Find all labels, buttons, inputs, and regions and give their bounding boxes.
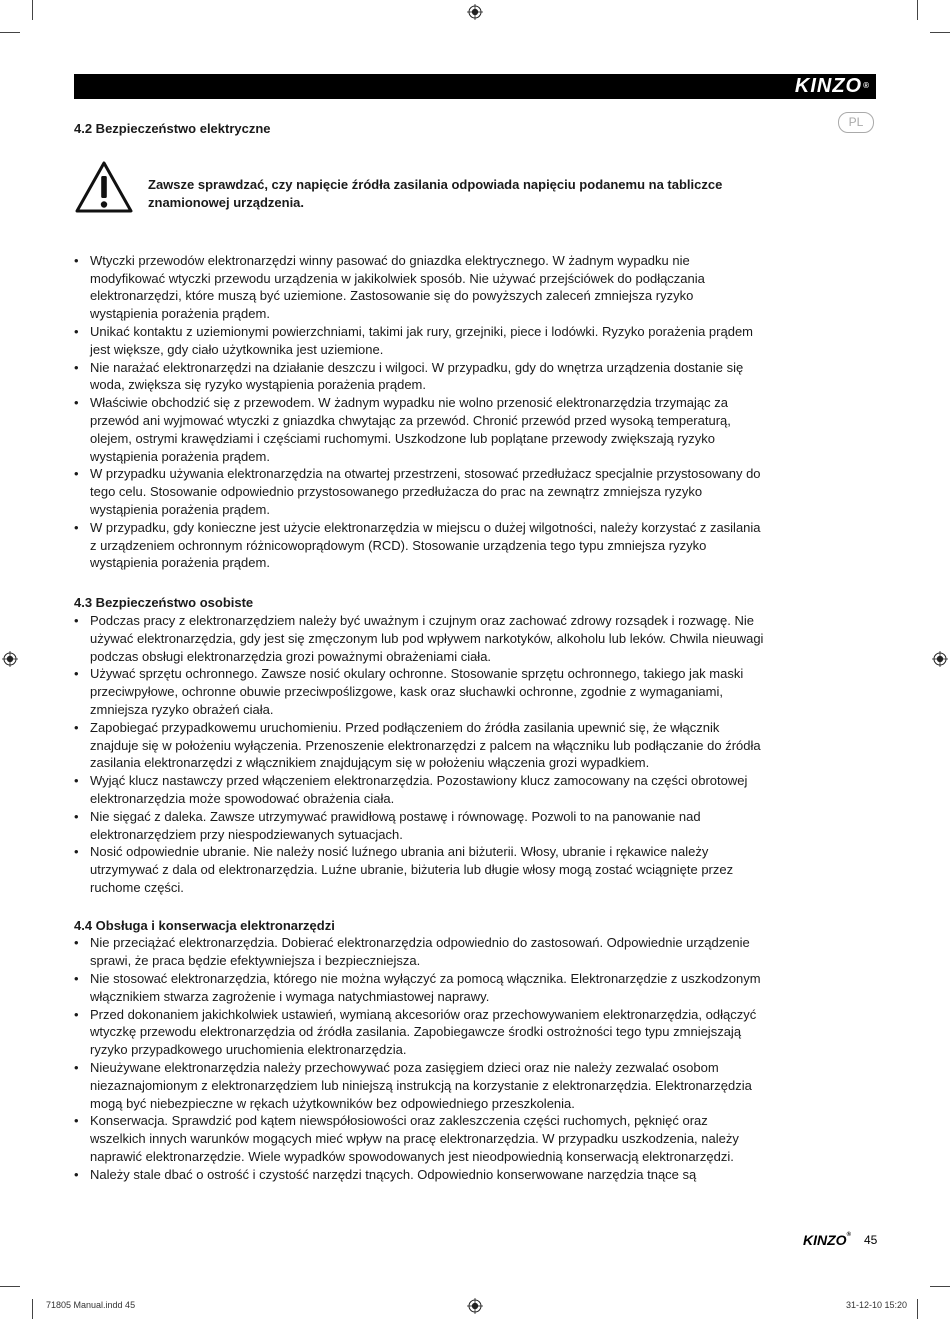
section-title-electrical-safety: 4.2 Bezpieczeństwo elektryczne — [74, 121, 271, 136]
list-item: • Wyjąć klucz nastawczy przed włączeniem elektronarzędzia. Pozostawiony klucz zamocowany na części obrotowej elektronarzędzia może spowodować obrażenia ciała. — [74, 773, 748, 806]
list-item: • Właściwie obchodzić się z przewodem. W żadnym wypadku nie wolno przenosić elektronarzędzia trzymając za przewód ani wyjmować wtyczki z gniazdka chwytając za przewód. Chronić przewód przed wysoką temperaturą, olejem, ostrymi krawędziami i częściami ruchomymi. Uszkodzone lub poplątane przewody zwiększają ryzyko wystąpienia porażenia prądem. — [74, 395, 731, 464]
registration-mark-icon — [2, 651, 18, 667]
crop-mark — [32, 1299, 33, 1319]
crop-mark — [917, 1299, 918, 1319]
registration-mark-icon — [467, 4, 483, 20]
registration-mark-icon — [932, 651, 948, 667]
crop-mark — [917, 0, 918, 20]
list-item: • Nie stosować elektronarzędzia, którego nie można wyłączyć za pomocą włącznika. Elektronarzędzie z uszkodzonym włącznikiem stwarza zagrożenie i wymaga natychmiastowej naprawy. — [74, 971, 761, 1004]
brand-name: KINZO — [794, 75, 863, 97]
warning-text: Zawsze sprawdzać, czy napięcie źródła zasilania odpowiada napięciu podanemu na tabliczce znamionowej urządzenia. — [148, 176, 723, 210]
footer-brand-logo — [803, 1232, 851, 1248]
list-item: • Konserwacja. Sprawdzić pod kątem niewspółosiowości oraz zakleszczenia części ruchomych, pęknięć oraz wszelkich innych warunków mogących mieć wpływ na pracę elektronarzędzia. W przypadku uszkodzenia, należy naprawić elektronarzędzie. Wiele wypadków spowodowanych jest nieodpowiednią konserwacją elektronarzędzi. — [74, 1113, 739, 1165]
crop-mark — [930, 1286, 950, 1287]
electrical-safety-list — [74, 252, 764, 572]
crop-mark — [0, 1286, 20, 1287]
list-item: • Wtyczki przewodów elektronarzędzi winny pasować do gniazdka elektrycznego. W żadnym wypadku nie modyfikować wtyczki przewodu urządzenia w jakikolwiek sposób. Nie używać przejściówek do podłączania elektronarzędzi, które muszą być uziemione. Zastosowanie się do powyższych zaleceń zmniejsza ryzyko wystąpienia porażenia prądem. — [74, 252, 705, 322]
registration-mark-icon — [467, 1298, 483, 1314]
list-item: • W przypadku, gdy konieczne jest użycie elektronarzędzia w miejscu o dużej wilgotności, należy korzystać z zasilania z urządzeniem ochronnym różnicowoprądowym (RCD). Stosowanie urządzenia tego typu zmniejsza ryzyko wystąpienia porażenia prądem. — [74, 519, 761, 571]
tool-use-maintenance-list — [74, 934, 764, 1183]
language-badge: PL — [838, 112, 874, 133]
list-item: • Podczas pracy z elektronarzędziem należy być uważnym i czujnym oraz zachować zdrowy rozsądek i rozwagę. Nie używać elektronarzędzia, gdy jest się zmęczonym lub pod wpływem narkotyków, alkoholu lub leków. Chwila nieuwagi podczas obsługi elektronarzędzia grozi poważnymi obrażeniami ciała. — [74, 612, 764, 664]
header-bar — [74, 74, 876, 99]
list-item: • Zapobiegać przypadkowemu uruchomieniu. Przed podłączeniem do źródła zasilania upewnić się, że włącznik znajduje się w położeniu wyłączenia. Przenoszenie elektronarzędzi z palcem na włączniku lub podłączanie do źródła zasilania elektronarzędzi z włącznikiem znajdującym się w położeniu włączenia grozi wypadkiem. — [74, 719, 761, 771]
list-item: • Nie przeciążać elektronarzędzia. Dobierać elektronarzędzia odpowiednio do zastosowań. Odpowiednie urządzenie sprawi, że praca będzie efektywniejsza i bezpieczniejsza. — [74, 935, 750, 969]
brand-mark: ® — [863, 81, 870, 90]
footer-brand-name: KINZO — [803, 1232, 847, 1248]
section-title-tool-use-maintenance: 4.4 Obsługa i konserwacja elektronarzędzi — [74, 917, 335, 933]
crop-mark — [930, 32, 950, 33]
page-number: 45 — [864, 1233, 878, 1247]
brand-logo — [795, 75, 870, 97]
warning-block — [74, 142, 764, 226]
list-item: • Nie narażać elektronarzędzi na działanie deszczu i wilgoci. W przypadku, gdy do wnętrza urządzenia dostanie się woda, zwiększa się ryzyko wystąpienia porażenia prądem. — [74, 359, 744, 393]
list-item: • W przypadku używania elektronarzędzia na otwartej przestrzeni, stosować przedłużacz specjalnie przystosowany do tego celu. Stosowanie odpowiednio przystosowanego przedłużacza do prac na zewnątrz zmniejsza ryzyko wystąpienia porażenia prądem. — [74, 466, 761, 517]
personal-safety-list — [74, 612, 764, 897]
crop-mark — [32, 0, 33, 20]
print-slug-date: 31-12-10 15:20 — [846, 1300, 908, 1310]
list-item: • Unikać kontaktu z uziemionymi powierzchniami, takimi jak rury, grzejniki, piece i lodówki. Ryzyko porażenia prądem jest większe, gdy ciało użytkownika jest uziemione. — [74, 323, 754, 357]
page-content — [74, 120, 764, 1184]
crop-mark — [0, 32, 20, 33]
print-slug-file: 71805 Manual.indd 45 — [46, 1300, 136, 1310]
section-title-personal-safety: 4.3 Bezpieczeństwo osobiste — [74, 595, 254, 611]
list-item: • Nosić odpowiednie ubranie. Nie należy nosić luźnego ubrania ani biżuterii. Włosy, ubranie i rękawice należy utrzymywać z dala od elektronarzędzia. Luźne ubranie, biżuteria lub długie włosy mogą zostać wciągnięte przez ruchome części. — [74, 844, 734, 895]
list-item: • Przed dokonaniem jakichkolwiek ustawień, wymianą akcesoriów oraz przechowywaniem elektronarzędzia, odłączyć wtyczkę przewodu elektronarzędzia od źródła zasilania. Zapobiegawcze środki ostrożności tego typu zmniejszają ryzyko przypadkowego uruchomienia elektronarzędzia. — [74, 1006, 757, 1058]
warning-triangle-icon — [74, 160, 134, 214]
list-item: • Używać sprzętu ochronnego. Zawsze nosić okulary ochronne. Stosowanie sprzętu ochronnego, takiego jak maski przeciwpyłowe, ochronne obuwie przeciwpoślizgowe, kask oraz słuchawki ochronne, zgodnie z wymaganiami, zmniejsza ryzyko obrażeń ciała. — [74, 666, 744, 717]
list-item: • Nie sięgać z daleka. Zawsze utrzymywać prawidłową postawę i równowagę. Pozwoli to na panowanie nad elektronarzędziem przy niespodziewanych sytuacjach. — [74, 808, 701, 842]
list-item: • Należy stale dbać o ostrość i czystość narzędzi tnących. Odpowiednio konserwowane narzędzia tnące są — [74, 1166, 697, 1182]
list-item: • Nieużywane elektronarzędzia należy przechowywać poza zasięgiem dzieci oraz nie należy zezwalać osobom niezaznajomionym z elektronarzędziem lub niniejszą instrukcją na korzystanie z elektronarzędzia. Elektronarzędzia mogą być niebezpieczne w rękach użytkowników bez odpowiedniego przeszkolenia. — [74, 1060, 752, 1111]
footer-brand-mark: ® — [846, 1232, 851, 1238]
